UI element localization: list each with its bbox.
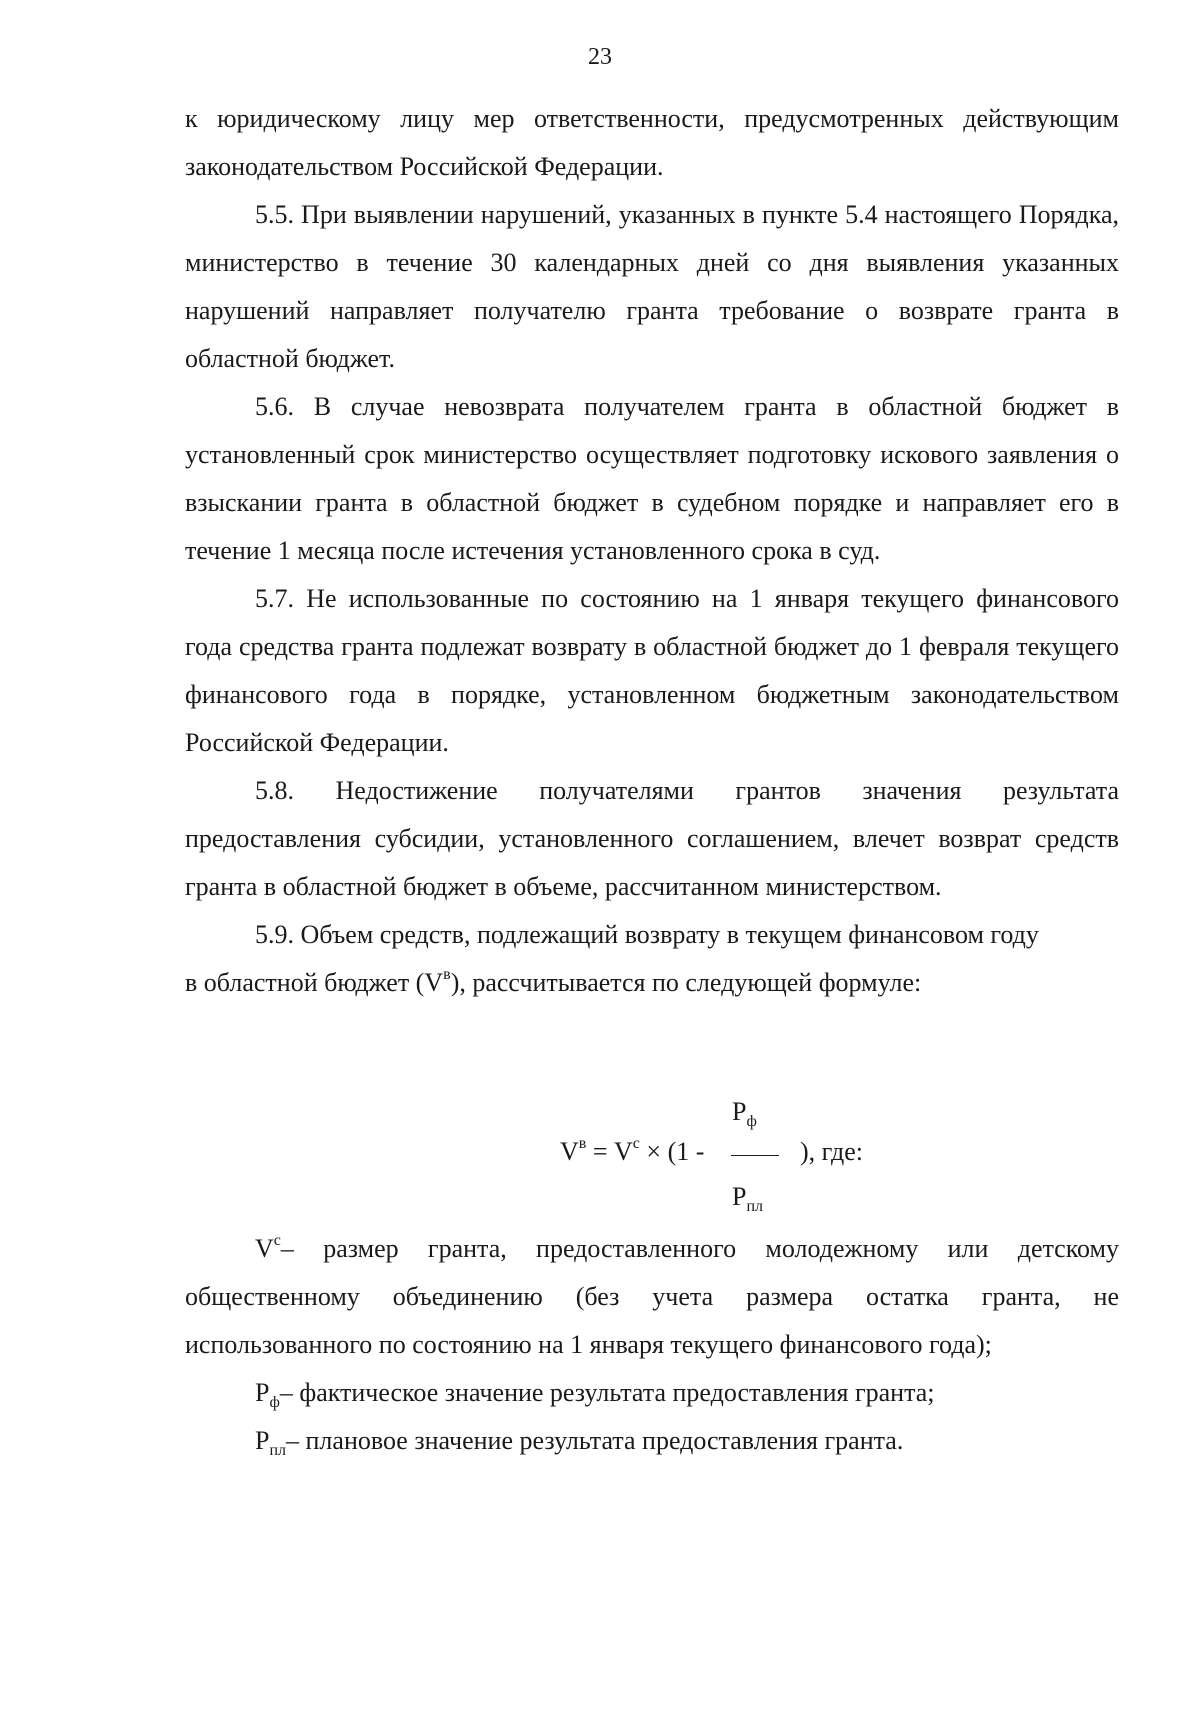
definition-pf: $Р_ф-$ фактическое значение результата предоставления гранта; [255, 1378, 935, 1411]
main-text [185, 95, 1119, 1007]
paragraph-5-9-line2: в областной бюджет $(V^в)$, рассчитывается по следующей формуле: [185, 966, 922, 997]
paragraph-5-5: 5.5. При выявлении нарушений, указанных в пункте 5.4 настоящего Порядка, министерство в течение 30 календарных дней со дня выявления указанных нарушений направляет получателю гранта требование о возврате гранта в областной бюджет. [185, 200, 1119, 373]
formula-right-side: ), где: [800, 1137, 864, 1166]
definitions [185, 1225, 1119, 1465]
paragraph-continuation: к юридическому лицу мер ответственности, предусмотренных действующим законодательством Российской Федерации. [185, 104, 1119, 181]
definition-ppl: $Р_{пл}-$ плановое значение результата предоставления гранта. [255, 1426, 904, 1459]
definition-vc: $V^с-$ размер гранта, предоставленного молодежному или детскому общественному объединению (без учета размера остатка гранта, не использованного по состоянию на 1 января текущего финансового года); [185, 1232, 1119, 1359]
paragraph-5-6: 5.6. В случае невозврата получателем гранта в областной бюджет в установленный срок министерство осуществляет подготовку искового заявления о взыскании гранта в областной бюджет в судебном порядке и направляет его в течение 1 месяца после истечения установленного срока в суд. [185, 392, 1119, 565]
page-number: 23 [588, 44, 612, 70]
fraction-bar [731, 1155, 779, 1156]
formula-numerator: $Р_ф$ [732, 1097, 757, 1130]
formula-left-side: $V^в = V^с \times (1$ - [560, 1135, 705, 1166]
paragraph-5-8: 5.8. Недостижение получателями грантов значения результата предоставления субсидии, установленного соглашением, влечет возврат средств гранта в областной бюджет в объеме, рассчитанном министерством. [185, 776, 1119, 901]
paragraph-5-9-line1: 5.9. Объем средств, подлежащий возврату в текущем финансовом году [255, 920, 1039, 949]
formula-denominator: $Р_{пл}$ [732, 1182, 764, 1215]
paragraph-5-7: 5.7. Не использованные по состоянию на 1 января текущего финансового года средства гранта подлежат возврату в областной бюджет до 1 февраля текущего финансового года в порядке, установленном бюджетным законодательством Российской Федерации. [185, 584, 1119, 757]
